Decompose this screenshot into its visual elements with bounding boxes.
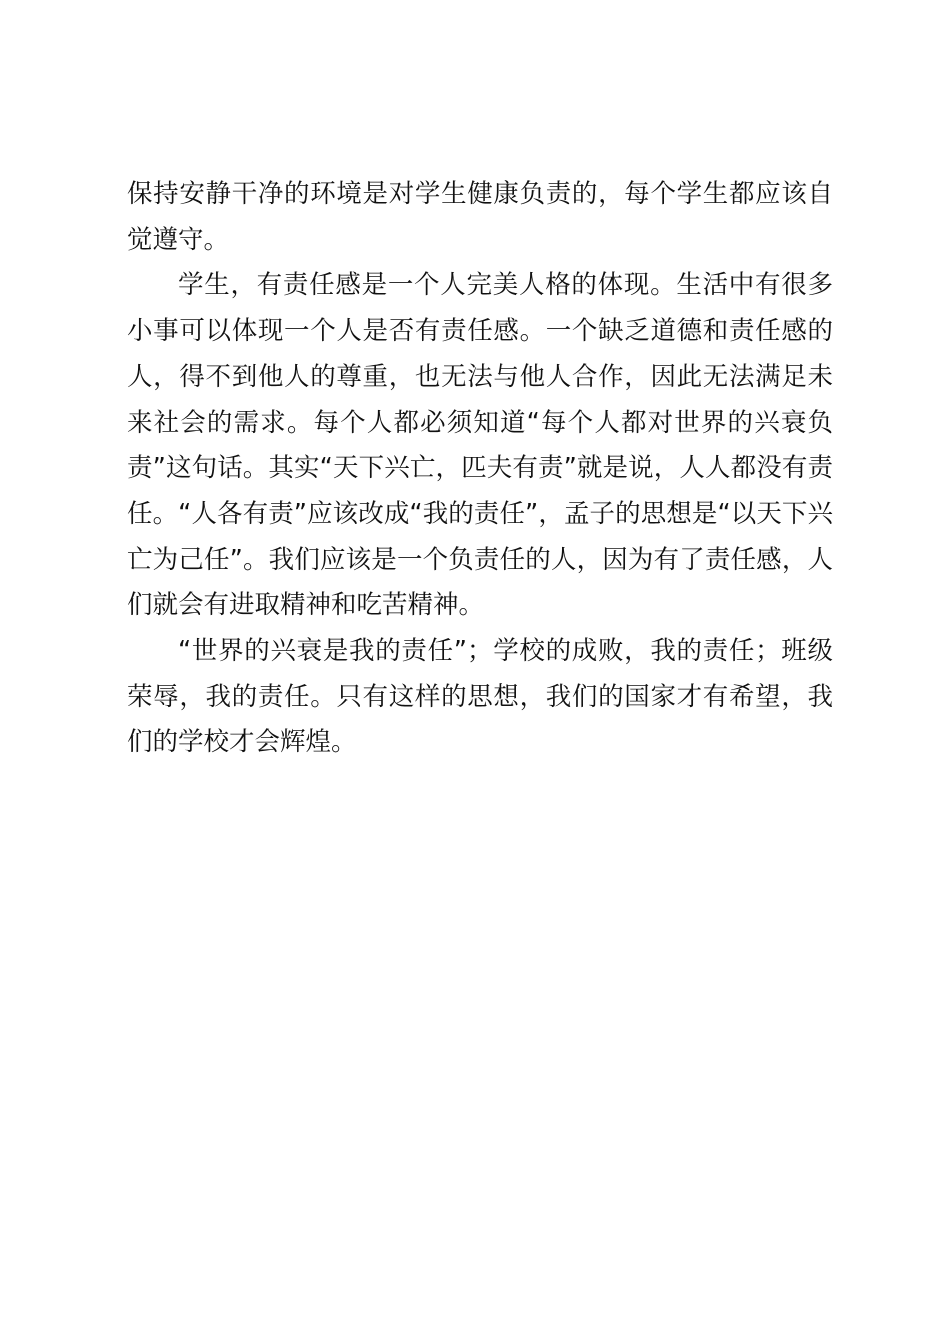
body-text (127, 172, 833, 766)
paragraph: 学生，有责任感是一个人完美人格的体现。生活中有很多小事可以体现一个人是否有责任感。一个缺乏道德和责任感的人，得不到他人的尊重，也无法与他人合作，因此无法满足未来社会的需求。每个人都必须知道“每个人都对世界的兴衰负责”这句话。其实“天下兴亡，匹夫有责”就是说，人人都没有责任。“人各有责”应该改成“我的责任”，孟子的思想是“以天下兴亡为己任”。我们应该是一个负责任的人，因为有了责任感，人们就会有进取精神和吃苦精神。 (127, 270, 833, 621)
paragraph: 保持安静干净的环境是对学生健康负责的，每个学生都应该自觉遵守。 (127, 179, 833, 255)
paragraph: “世界的兴衰是我的责任”；学校的成败，我的责任；班级荣辱，我的责任。只有这样的思想，我们的国家才有希望，我们的学校才会辉煌。 (127, 636, 833, 758)
